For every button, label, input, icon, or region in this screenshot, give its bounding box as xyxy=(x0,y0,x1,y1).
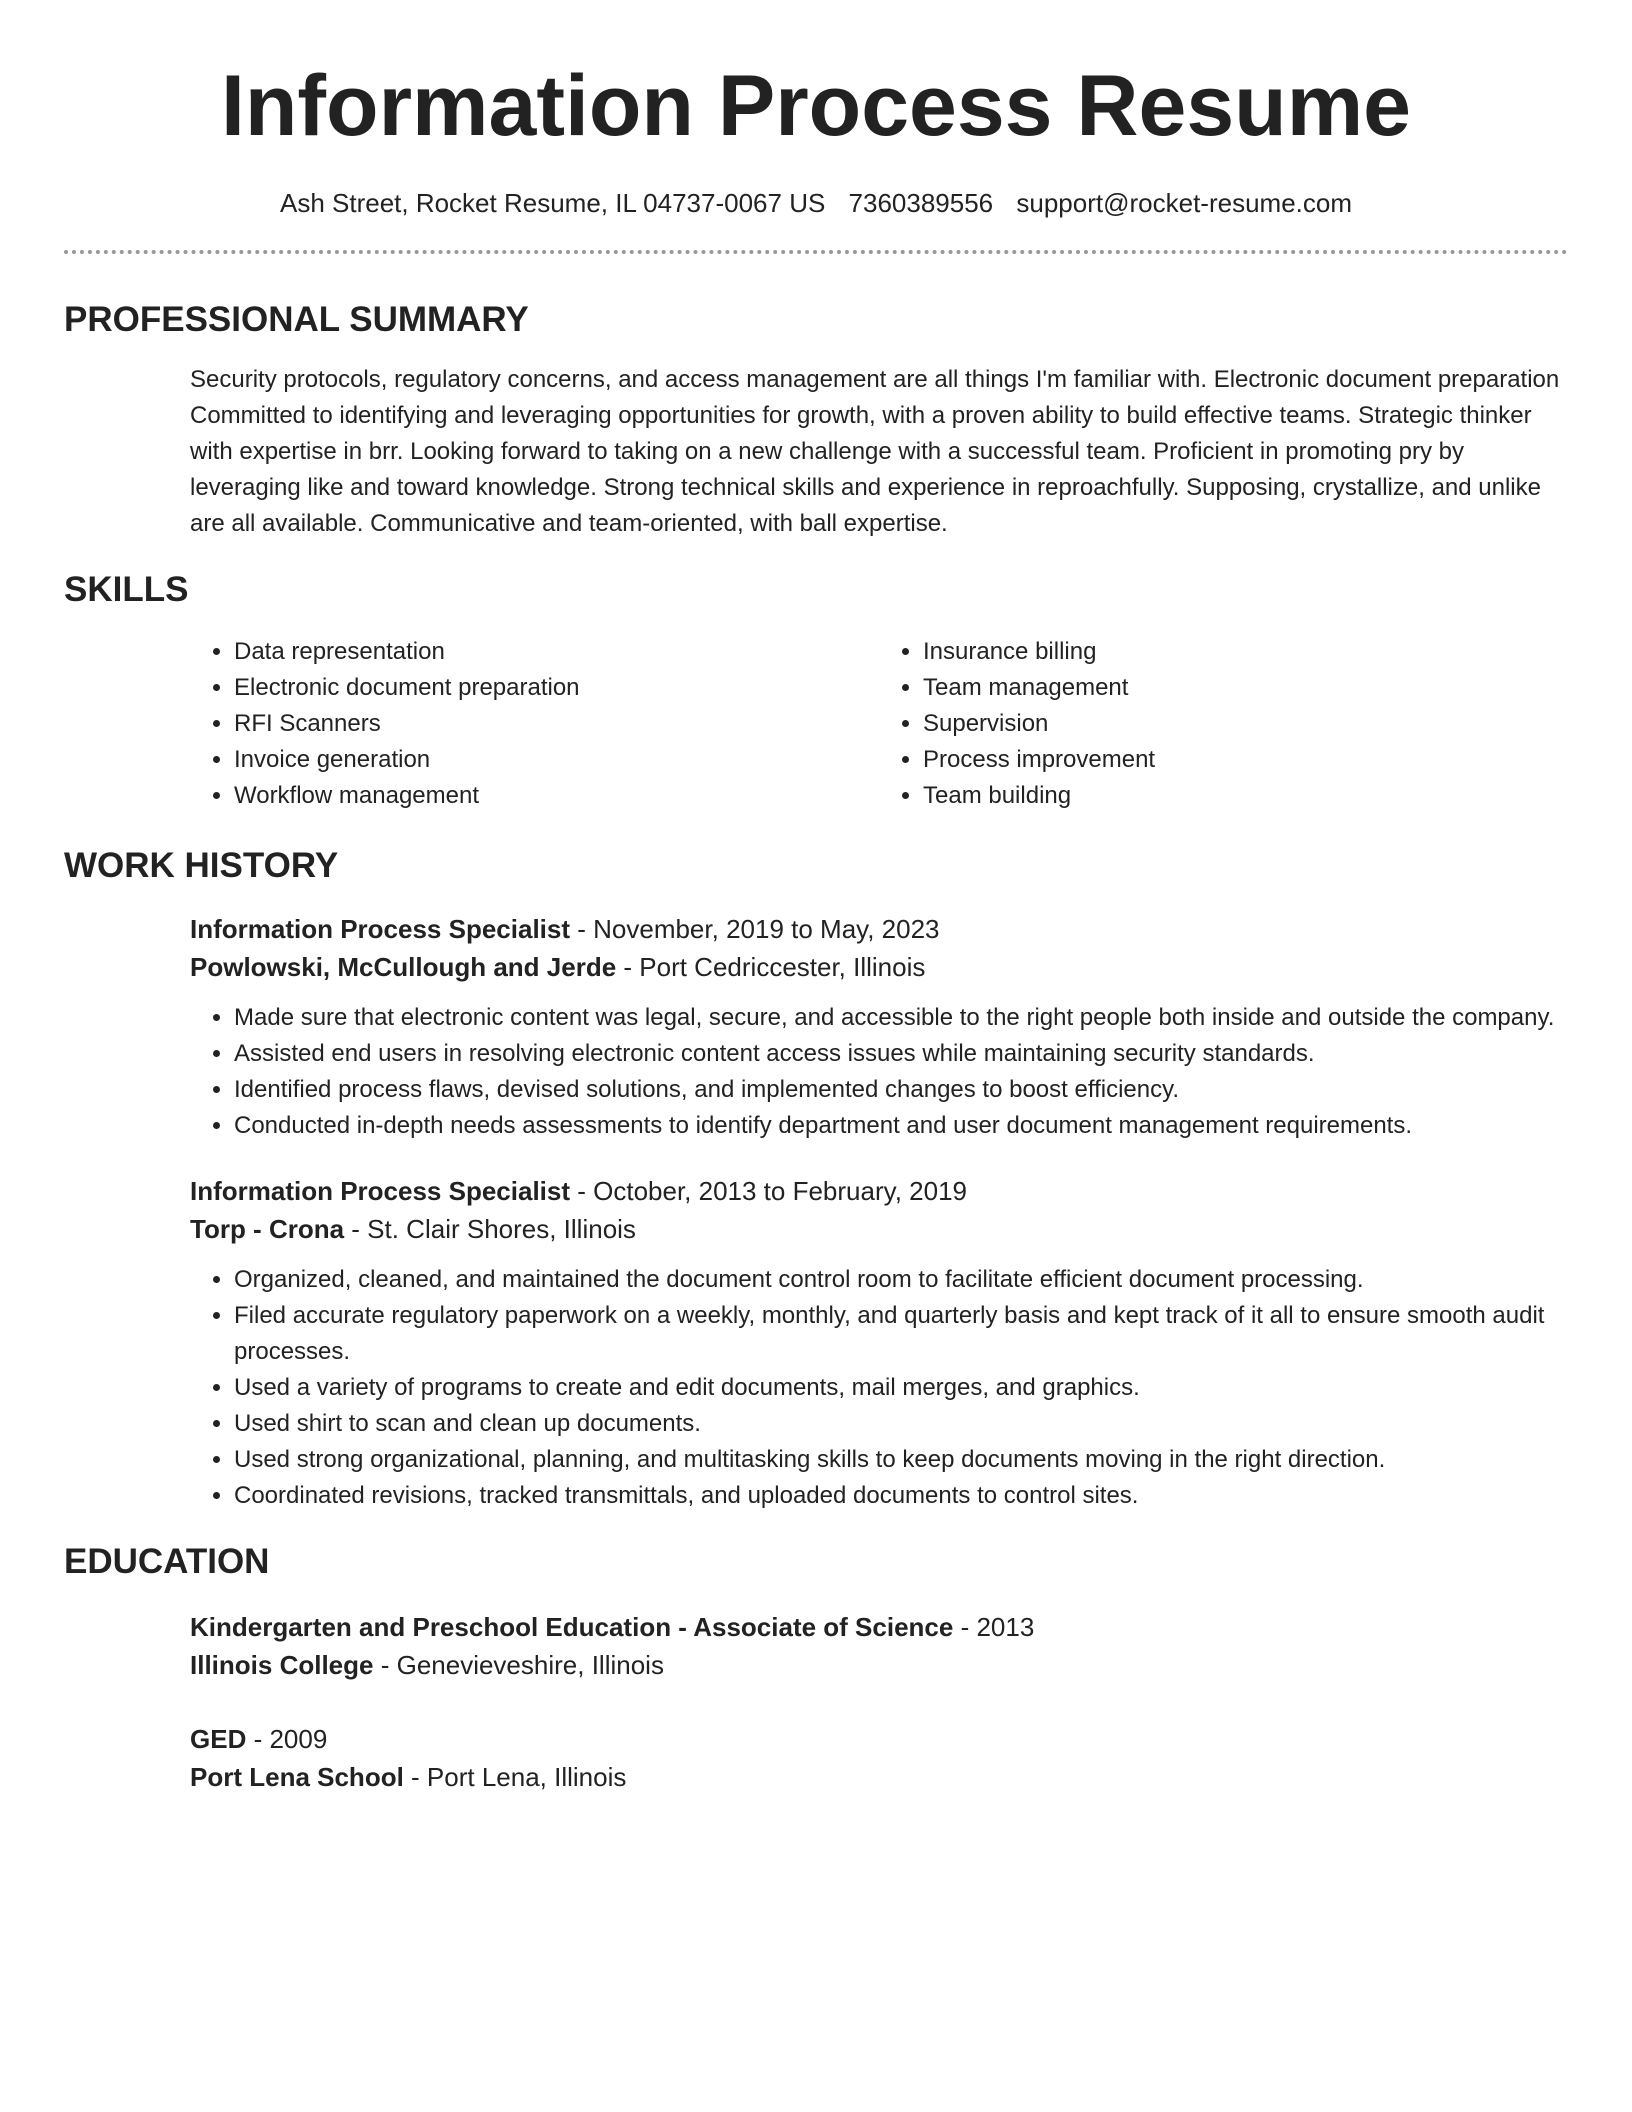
skills-heading: SKILLS xyxy=(64,570,189,609)
job-bullet: • Conducted in-depth needs assessments to identify department and user document management requirements. xyxy=(234,1108,1568,1144)
education-degree-line xyxy=(190,1720,1568,1758)
education-entry xyxy=(190,1720,1568,1796)
job-company-line xyxy=(190,1210,1568,1248)
job-bullets xyxy=(190,1262,1568,1514)
contact-phone: 7360389556 xyxy=(848,188,994,218)
job-bullet: • Assisted end users in resolving electronic content access issues while maintaining security standards. xyxy=(234,1036,1568,1072)
job-bullet: • Organized, cleaned, and maintained the document control room to facilitate efficient document processing. xyxy=(234,1262,1568,1298)
skill-item: • Insurance billing xyxy=(923,634,1568,670)
job-location: - St. Clair Shores, Illinois xyxy=(344,1214,636,1244)
job-company-line xyxy=(190,948,1568,986)
job-entry xyxy=(190,1172,1568,1514)
job-dates: - November, 2019 to May, 2023 xyxy=(570,914,940,944)
education-school-line xyxy=(190,1758,1568,1796)
job-bullet: • Used shirt to scan and clean up documents. xyxy=(234,1406,1568,1442)
skills-list-right xyxy=(879,634,1568,814)
education-location: - Port Lena, Illinois xyxy=(403,1762,627,1792)
job-bullet: • Filed accurate regulatory paperwork on a weekly, monthly, and quarterly basis and kept track of it all to ensure smooth audit processes. xyxy=(234,1298,1568,1370)
education-school: Port Lena School xyxy=(190,1762,404,1792)
resume-title: Information Process Resume xyxy=(220,58,1412,154)
job-bullet: • Coordinated revisions, tracked transmittals, and uploaded documents to control sites. xyxy=(234,1478,1568,1514)
job-bullet: • Used a variety of programs to create and edit documents, mail merges, and graphics. xyxy=(234,1370,1568,1406)
work-history-section xyxy=(190,910,1568,1514)
education-heading: EDUCATION xyxy=(64,1542,270,1581)
job-title-line xyxy=(190,1172,1568,1210)
job-company: Powlowski, McCullough and Jerde xyxy=(190,952,617,982)
skill-item: • RFI Scanners xyxy=(234,706,879,742)
education-school-line xyxy=(190,1646,1568,1684)
education-degree: Kindergarten and Preschool Education - Associate of Science xyxy=(190,1612,954,1642)
education-degree-line xyxy=(190,1608,1568,1646)
skill-item: • Supervision xyxy=(923,706,1568,742)
education-degree: GED xyxy=(190,1724,247,1754)
summary-text: Security protocols, regulatory concerns, and access management are all things I'm familiar with. Electronic document preparation Committed to identifying and leveraging opportunities for growth, with a proven ability to build effective teams. Strategic thinker with expertise in brr. Looking forward to taking on a new challenge with a successful team. Proficient in promoting pry by leveraging like and toward knowledge. Strong technical skills and experience in reproachfully. Supposing, crystallize, and unlike are all available. Communicative and team-oriented, with ball expertise. xyxy=(190,366,1560,537)
education-section xyxy=(190,1608,1568,1796)
job-title: Information Process Specialist xyxy=(190,914,571,944)
job-bullet: • Used strong organizational, planning, and multitasking skills to keep documents moving in the right direction. xyxy=(234,1442,1568,1478)
job-bullet: • Made sure that electronic content was legal, secure, and accessible to the right people both inside and outside the company. xyxy=(234,1000,1568,1036)
education-year: - 2009 xyxy=(246,1724,328,1754)
education-location: - Genevieveshire, Illinois xyxy=(373,1650,664,1680)
job-company: Torp - Crona xyxy=(190,1214,345,1244)
skill-item: • Process improvement xyxy=(923,742,1568,778)
skill-item: • Data representation xyxy=(234,634,879,670)
job-bullet: • Identified process flaws, devised solutions, and implemented changes to boost efficiency. xyxy=(234,1072,1568,1108)
contact-email: support@rocket-resume.com xyxy=(1016,188,1353,218)
job-bullets xyxy=(190,1000,1568,1144)
education-school: Illinois College xyxy=(190,1650,374,1680)
resume-page xyxy=(64,0,1568,1796)
summary-section xyxy=(190,362,1568,542)
summary-heading: PROFESSIONAL SUMMARY xyxy=(64,300,529,339)
education-entry xyxy=(190,1608,1568,1684)
skill-item: • Team management xyxy=(923,670,1568,706)
skills-section xyxy=(190,634,1568,814)
job-entry xyxy=(190,910,1568,1144)
contact-address: Ash Street, Rocket Resume, IL 04737-0067 US xyxy=(279,188,826,218)
skills-list-left xyxy=(190,634,879,814)
education-year: - 2013 xyxy=(953,1612,1035,1642)
job-title: Information Process Specialist xyxy=(190,1176,571,1206)
contact-line xyxy=(64,186,1568,220)
skills-grid xyxy=(190,634,1568,814)
job-title-line xyxy=(190,910,1568,948)
skill-item: • Team building xyxy=(923,778,1568,814)
work-history-heading: WORK HISTORY xyxy=(64,846,339,885)
skill-item: • Invoice generation xyxy=(234,742,879,778)
job-location: - Port Cedriccester, Illinois xyxy=(616,952,926,982)
skill-item: • Electronic document preparation xyxy=(234,670,879,706)
job-dates: - October, 2013 to February, 2019 xyxy=(570,1176,967,1206)
header-divider xyxy=(64,250,1568,254)
skill-item: • Workflow management xyxy=(234,778,879,814)
